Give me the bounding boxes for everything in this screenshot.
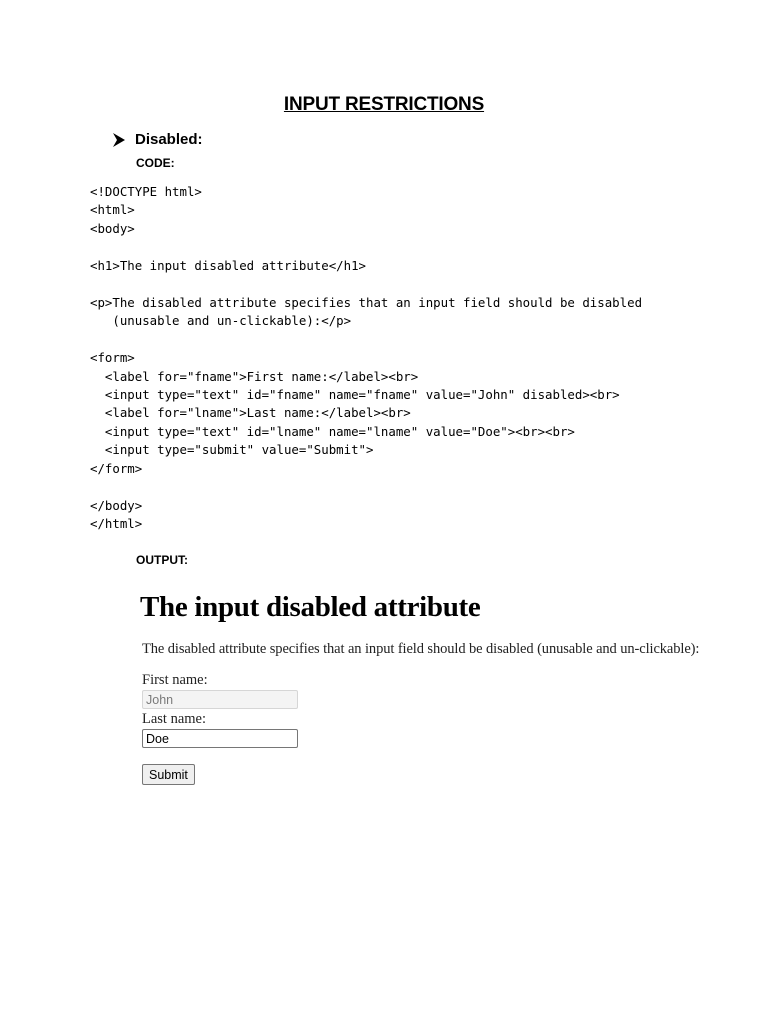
code-line: <input type="text" id="lname" name="lname" value="Doe"><br><br> [90,423,575,439]
output-heading: The input disabled attribute [140,591,481,623]
code-line: <!DOCTYPE html> [90,184,202,199]
code-line: <html> [90,202,135,218]
code-line: <label for="lname">Last name:</label><br> [90,405,411,421]
output-screenshot [140,590,740,785]
section-bullet [113,131,203,148]
last-name-input[interactable] [142,729,298,748]
code-line: <body> [90,220,135,236]
output-form [142,672,740,785]
code-line: <input type="text" id="fname" name="fname" value="John" disabled><br> [90,386,620,402]
output-label: OUTPUT: [136,553,188,567]
section-heading: Disabled: [135,131,203,148]
submit-button[interactable]: Submit [142,764,195,785]
code-line: <h1>The input disabled attribute</h1> [90,257,367,273]
code-block [90,183,642,534]
code-line: </html> [90,516,143,532]
code-line: <input type="submit" value="Submit"> [90,442,374,458]
code-line: <label for="fname">First name:</label><br> [90,368,419,384]
output-paragraph: The disabled attribute specifies that an input field should be disabled (unusable and un-clickable): [142,641,700,657]
last-name-label: Last name: [142,711,207,727]
code-line: (unusable and un-clickable):</p> [90,313,352,329]
code-line: </body> [90,497,143,513]
first-name-input [142,690,298,709]
code-label: CODE: [136,156,175,170]
page-title: INPUT RESTRICTIONS [283,94,485,115]
code-line: <form> [90,350,135,366]
code-line: </form> [90,460,143,476]
arrow-bullet-icon [113,133,125,147]
first-name-label: First name: [142,672,208,688]
code-line: <p>The disabled attribute specifies that an input field should be disabled [90,294,643,310]
